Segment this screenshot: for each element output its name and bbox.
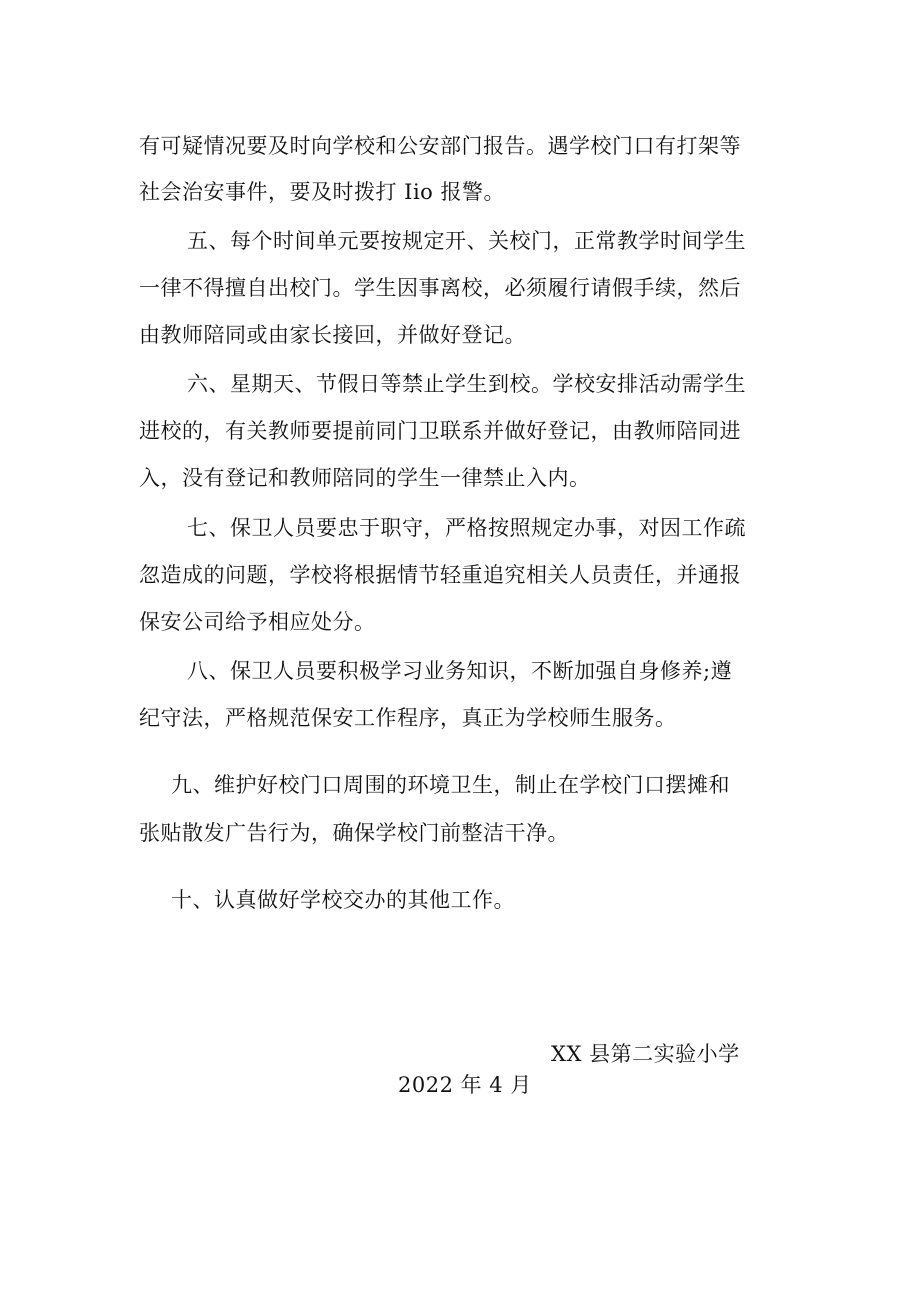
text-line: 有可疑情况要及时向学校和公安部门报告。遇学校门口有打架等	[139, 134, 741, 158]
paragraph-5-line: 由教师陪同或由家长接回，并做好登记。	[139, 323, 526, 347]
paragraph-9-line: 张贴散发广告行为，确保学校门前整洁干净。	[139, 821, 569, 845]
signature-organization: XX 县第二实验小学	[551, 1042, 740, 1066]
text-line: 社会治安事件，要及时拨打 Iio 报警。	[139, 180, 506, 204]
paragraph-7-line: 忽造成的问题，学校将根据情节轻重追究相关人员责任，并通报	[139, 563, 741, 587]
paragraph-6-line: 六、星期天、节假日等禁止学生到校。学校安排活动需学生	[187, 372, 746, 396]
paragraph-5-line: 五、每个时间单元要按规定开、关校门，正常教学时间学生	[187, 229, 746, 253]
paragraph-6-line: 入，没有登记和教师陪同的学生一律禁止入内。	[139, 466, 591, 490]
paragraph-10-line: 十、认真做好学校交办的其他工作。	[171, 888, 515, 912]
paragraph-5-line: 一律不得擅自出校门。学生因事离校，必须履行请假手续，然后	[139, 276, 741, 300]
paragraph-9-line: 九、维护好校门口周围的环境卫生，制止在学校门口摆摊和	[171, 773, 730, 797]
paragraph-8-line: 纪守法，严格规范保安工作程序，真正为学校师生服务。	[139, 706, 677, 730]
paragraph-6-line: 进校的，有关教师要提前同门卫联系并做好登记，由教师陪同进	[139, 419, 741, 443]
paragraph-7-line: 保安公司给予相应处分。	[139, 610, 376, 634]
signature-date: 2022 年 4 月	[398, 1073, 532, 1097]
paragraph-8-line: 八、保卫人员要积极学习业务知识，不断加强自身修养;遵	[187, 659, 733, 683]
paragraph-7-line: 七、保卫人员要忠于职守，严格按照规定办事，对因工作疏	[187, 516, 746, 540]
